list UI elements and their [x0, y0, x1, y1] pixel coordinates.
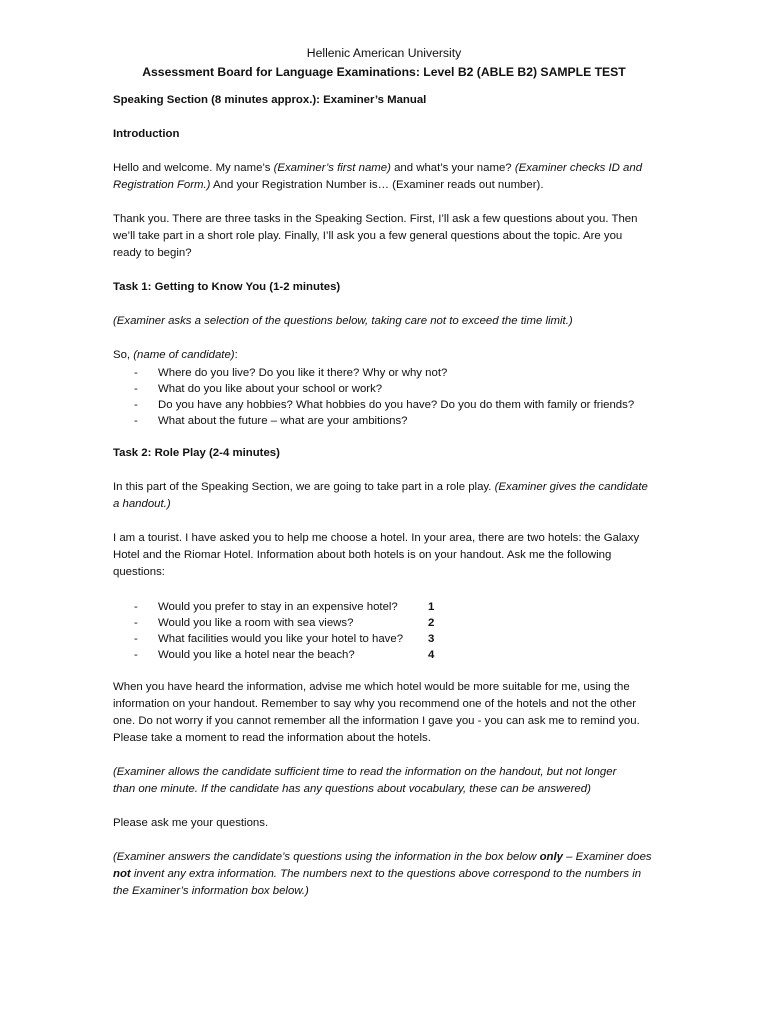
task1-question: Do you have any hobbies? What hobbies do you have? Do you do them with family or friends? [158, 399, 635, 411]
list-bullet: - [134, 399, 138, 411]
list-bullet: - [134, 415, 138, 427]
examiner-answers-text: – Examiner does [562, 851, 652, 863]
candidate-name-cue: (name of candidate) [133, 349, 235, 361]
list-bullet: - [134, 383, 138, 395]
role-play-question: Would you like a room with sea views? [158, 617, 354, 629]
task1-lead-text: So, [113, 349, 134, 361]
list-bullet: - [134, 601, 138, 613]
task2-intro-line-1 [113, 479, 658, 496]
examiner-time-line-2: than one minute. If the candidate has any questions about vocabulary, these can be answered) [113, 783, 591, 795]
examiner-answers-text: invent any extra information. The numbers next to the questions above correspond to the numbers in [130, 868, 642, 880]
section-title: Speaking Section (8 minutes approx.): Examiner’s Manual [113, 94, 427, 106]
task1-question: What about the future – what are your ambitions? [158, 415, 408, 427]
examiner-answers-line-1 [113, 849, 658, 866]
registration-form-cue: Registration Form.) [113, 179, 211, 191]
advise-paragraph-line-4: Please take a moment to read the information about the hotels. [113, 732, 431, 744]
introduction-heading: Introduction [113, 128, 180, 140]
question-number: 4 [428, 649, 435, 661]
tourist-paragraph-line-1: I am a tourist. I have asked you to help me choose a hotel. In your area, there are two hotels: the Galaxy [113, 532, 640, 544]
list-bullet: - [134, 649, 138, 661]
task2-intro-text: In this part of the Speaking Section, we are going to take part in a role play. [113, 481, 495, 493]
intro-paragraph-line-1: Thank you. There are three tasks in the Speaking Section. First, I’ll ask a few questions about you. Then [113, 213, 638, 225]
examiner-answers-line-3: the Examiner’s information box below.) [113, 885, 309, 897]
task1-lead-colon: : [234, 349, 238, 361]
task1-lead [113, 347, 658, 364]
document-title: Assessment Board for Language Examinations: Level B2 (ABLE B2) SAMPLE TEST [142, 65, 626, 79]
university-name: Hellenic American University [306, 46, 462, 60]
intro-paragraph-line-2: we’ll take part in a short role play. Finally, I’ll ask you a few general questions about the topic. Are you [113, 230, 623, 242]
greeting-question: and what’s your name? [390, 162, 515, 174]
greeting-line-1 [113, 160, 658, 177]
tourist-paragraph-line-3: questions: [113, 566, 165, 578]
role-play-question: Would you like a hotel near the beach? [158, 649, 355, 661]
task1-question: What do you like about your school or work? [158, 383, 383, 395]
question-number: 3 [428, 633, 435, 645]
list-bullet: - [134, 617, 138, 629]
advise-paragraph-line-2: information on your handout. Remember to say why you recommend one of the hotels and not the other [113, 698, 637, 710]
task1-instruction: (Examiner asks a selection of the questions below, taking care not to exceed the time limit.) [113, 315, 573, 327]
greeting-text: Hello and welcome. My name’s [113, 162, 274, 174]
task2-heading: Task 2: Role Play (2-4 minutes) [113, 447, 280, 459]
list-bullet: - [134, 367, 138, 379]
greeting-line-2 [113, 177, 658, 194]
role-play-question: What facilities would you like your hotel to have? [158, 633, 404, 645]
emphasis-not: not [113, 868, 131, 880]
examiner-answers-line-2 [113, 866, 658, 883]
role-play-question: Would you prefer to stay in an expensive hotel? [158, 601, 398, 613]
advise-paragraph-line-1: When you have heard the information, advise me which hotel would be more suitable for me, using the [113, 681, 630, 693]
task2-intro-line-2: a handout.) [113, 498, 171, 510]
registration-number-text: And your Registration Number is… (Examiner reads out number). [210, 179, 544, 191]
question-number: 1 [428, 601, 435, 613]
advise-paragraph-line-3: one. Do not worry if you cannot remember all the information I gave you - you can ask me to remind you. [113, 715, 640, 727]
question-number: 2 [428, 617, 435, 629]
examiner-name-cue: (Examiner’s first name) [273, 162, 391, 174]
tourist-paragraph-line-2: Hotel and the Riomar Hotel. Information about both hotels is on your handout. Ask me the following [113, 549, 612, 561]
emphasis-only: only [539, 851, 563, 863]
handout-cue: (Examiner gives the candidate [494, 481, 648, 493]
task1-heading: Task 1: Getting to Know You (1-2 minutes) [113, 281, 341, 293]
examiner-checks-id-cue: (Examiner checks ID and [514, 162, 643, 174]
intro-paragraph-line-3: ready to begin? [113, 247, 192, 259]
list-bullet: - [134, 633, 138, 645]
examiner-answers-text: (Examiner answers the candidate’s questions using the information in the box below [113, 851, 540, 863]
examiner-time-line-1: (Examiner allows the candidate sufficient time to read the information on the handout, but not longer [113, 766, 617, 778]
task1-question: Where do you live? Do you like it there? Why or why not? [158, 367, 448, 379]
ask-questions-prompt: Please ask me your questions. [113, 817, 269, 829]
